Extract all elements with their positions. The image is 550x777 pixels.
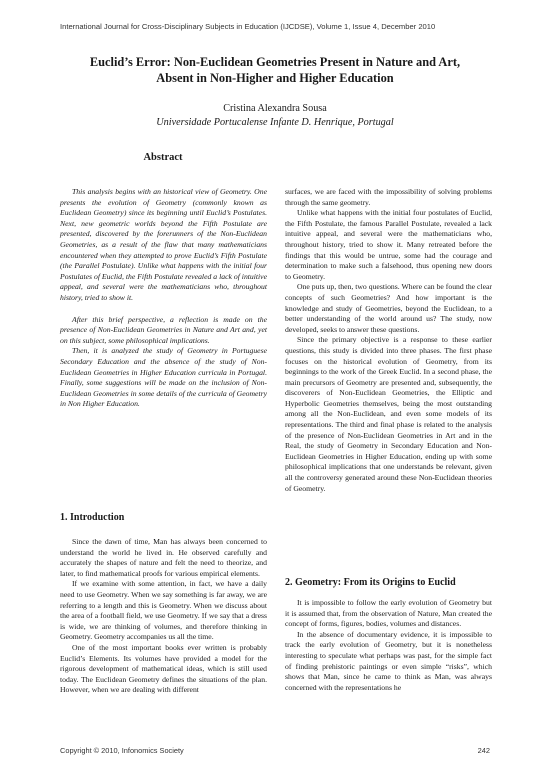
body-paragraph: Since the primary objective is a response to these earlier questions, this study is divided into three phases. The first phase focuses on the historical evolution of Geometry, from its beginnings to the work of the Greek Euclid. In a second phase, the main precursors of Geometry are presented and, subsequently, the discoverers of Non-Euclidean Geometries, the Elliptic and Hyperbolic Geometries themselves, being the most outstanding among all the Non-Euclidean, and even some models of its representations. The third and final phase is related to the analysis of the presence of Non-Euclidean Geometries in Art and in the Real, the study of Geometry in Secondary Education and Non-Euclidean Geometries in Higher Education, ending up with some philosophical implications that one understands be relevant, given all the controversy generated around these Non-Euclidean theories of Geometry. (285, 335, 492, 493)
section-heading-geometry-origins: 2. Geometry: From its Origins to Euclid (285, 577, 456, 588)
abstract-paragraph: Then, it is analyzed the study of Geometry in Portuguese Secondary Education and the absence of the study of Non-Euclidean Geometries in Higher Education curricula in Portugal. Finally, some suggestions will be made on the inclusion of Non-Euclidean Geometries in some details of the curricula of Geometry in Non Higher Education. (60, 346, 267, 409)
title-line-1: Euclid’s Error: Non-Euclidean Geometries Present in Nature and Art, (89, 55, 461, 69)
body-paragraph: It is impossible to follow the early evolution of Geometry but it is assumed that, from the observation of Nature, Man created the concept of forms, figures, bodies, volumes and distances. (285, 598, 492, 629)
introduction-body (60, 537, 267, 696)
abstract-paragraph: After this brief perspective, a reflection is made on the presence of Non-Euclidean Geometries in Nature and Art and, yet on this subject, some philosophical implications. (60, 314, 267, 345)
body-paragraph: In the absence of documentary evidence, it is impossible to track the early evolution of Geometry, but it is nonetheless interesting to speculate what perhaps was past, for the simple fact of finding prehistoric paintings or even simple “risks”, which shows that Man, since he came to think as Man, was always concerned with the representations he (285, 629, 492, 692)
body-paragraph: If we examine with some attention, in fact, we have a daily need to use Geometry. When we say something is far away, we are referring to a length and this is Geometry. When we discuss about the area of a football field, we use Geometry. If we say that a dress is wide, we are thinking of volumes, and therefore thinking in Geometry. Geometry accompanies us all the time. (60, 579, 267, 642)
abstract-body (60, 187, 267, 410)
body-paragraph: Unlike what happens with the initial four postulates of Euclid, the Fifth Postulate, the famous Parallel Postulate, revealed a lack intuitive appeal, and several were the mathematicians who, throughout history, tried to show it. Many retreated before the findings that this would be untrue, some had the courage and determination to make such a falsehood, thus opening new doors to Geometry. (285, 208, 492, 281)
section-heading-introduction: 1. Introduction (60, 512, 125, 523)
abstract-heading: Abstract (143, 152, 183, 163)
body-paragraph: Since the dawn of time, Man has always been concerned to understand the world he lived in. He observed carefully and accurately the shapes of nature and felt the need to theorize, and later, to find mathematical proofs for various empirical elements. (60, 537, 267, 578)
author-name: Cristina Alexandra Sousa (223, 103, 327, 114)
body-paragraph: One puts up, then, two questions. Where can be found the clear concepts of such Geometries? And how important is the knowledge and study of Geometries, beyond the Euclidean, to a better understanding of the world around us? The study, now developed, seeks to answer these questions. (285, 282, 492, 334)
abstract-paragraph: This analysis begins with an historical view of Geometry. One presents the evolution of Geometry (commonly known as Euclidean Geometry) since its beginning until Euclid’s Postulates. Next, new geometric worlds beyond the Fifth Postulate are presented, discovered by the forerunners of the Non-Euclidean Geometries, as a result of the flaw that many mathematicians encountered when they attempted to prove Euclid’s Fifth Postulate (the Parallel Postulate). Unlike what happens with the initial four Postulates of Euclid, the Fifth Postulate revealed a lack of intuitive appeal, and several were the mathematicians who, throughout history, tried to show it. (60, 187, 267, 302)
body-paragraph: surfaces, we are faced with the impossibility of solving problems through the same geometry. (285, 187, 492, 207)
body-paragraph: One of the most important books ever written is probably Euclid’s Elements. Its volumes have provided a model for the rigorous development of mathematical ideas, which is still used today. The Euclidean Geometry defines the situations of the plan. However, when we are dealing with different (60, 642, 267, 695)
copyright-footer: Copyright © 2010, Infonomics Society (60, 746, 184, 755)
right-column-body (285, 187, 492, 494)
page-number: 242 (477, 746, 490, 755)
title-line-2: Absent in Non-Higher and Higher Education (156, 71, 394, 85)
geometry-origins-body (285, 598, 492, 693)
author-affiliation: Universidade Portucalense Infante D. Henrique, Portugal (156, 117, 394, 128)
paper-title (60, 54, 490, 86)
running-head: International Journal for Cross-Disciplinary Subjects in Education (IJCDSE), Volume 1, Issue 4, December 2010 (60, 22, 436, 31)
